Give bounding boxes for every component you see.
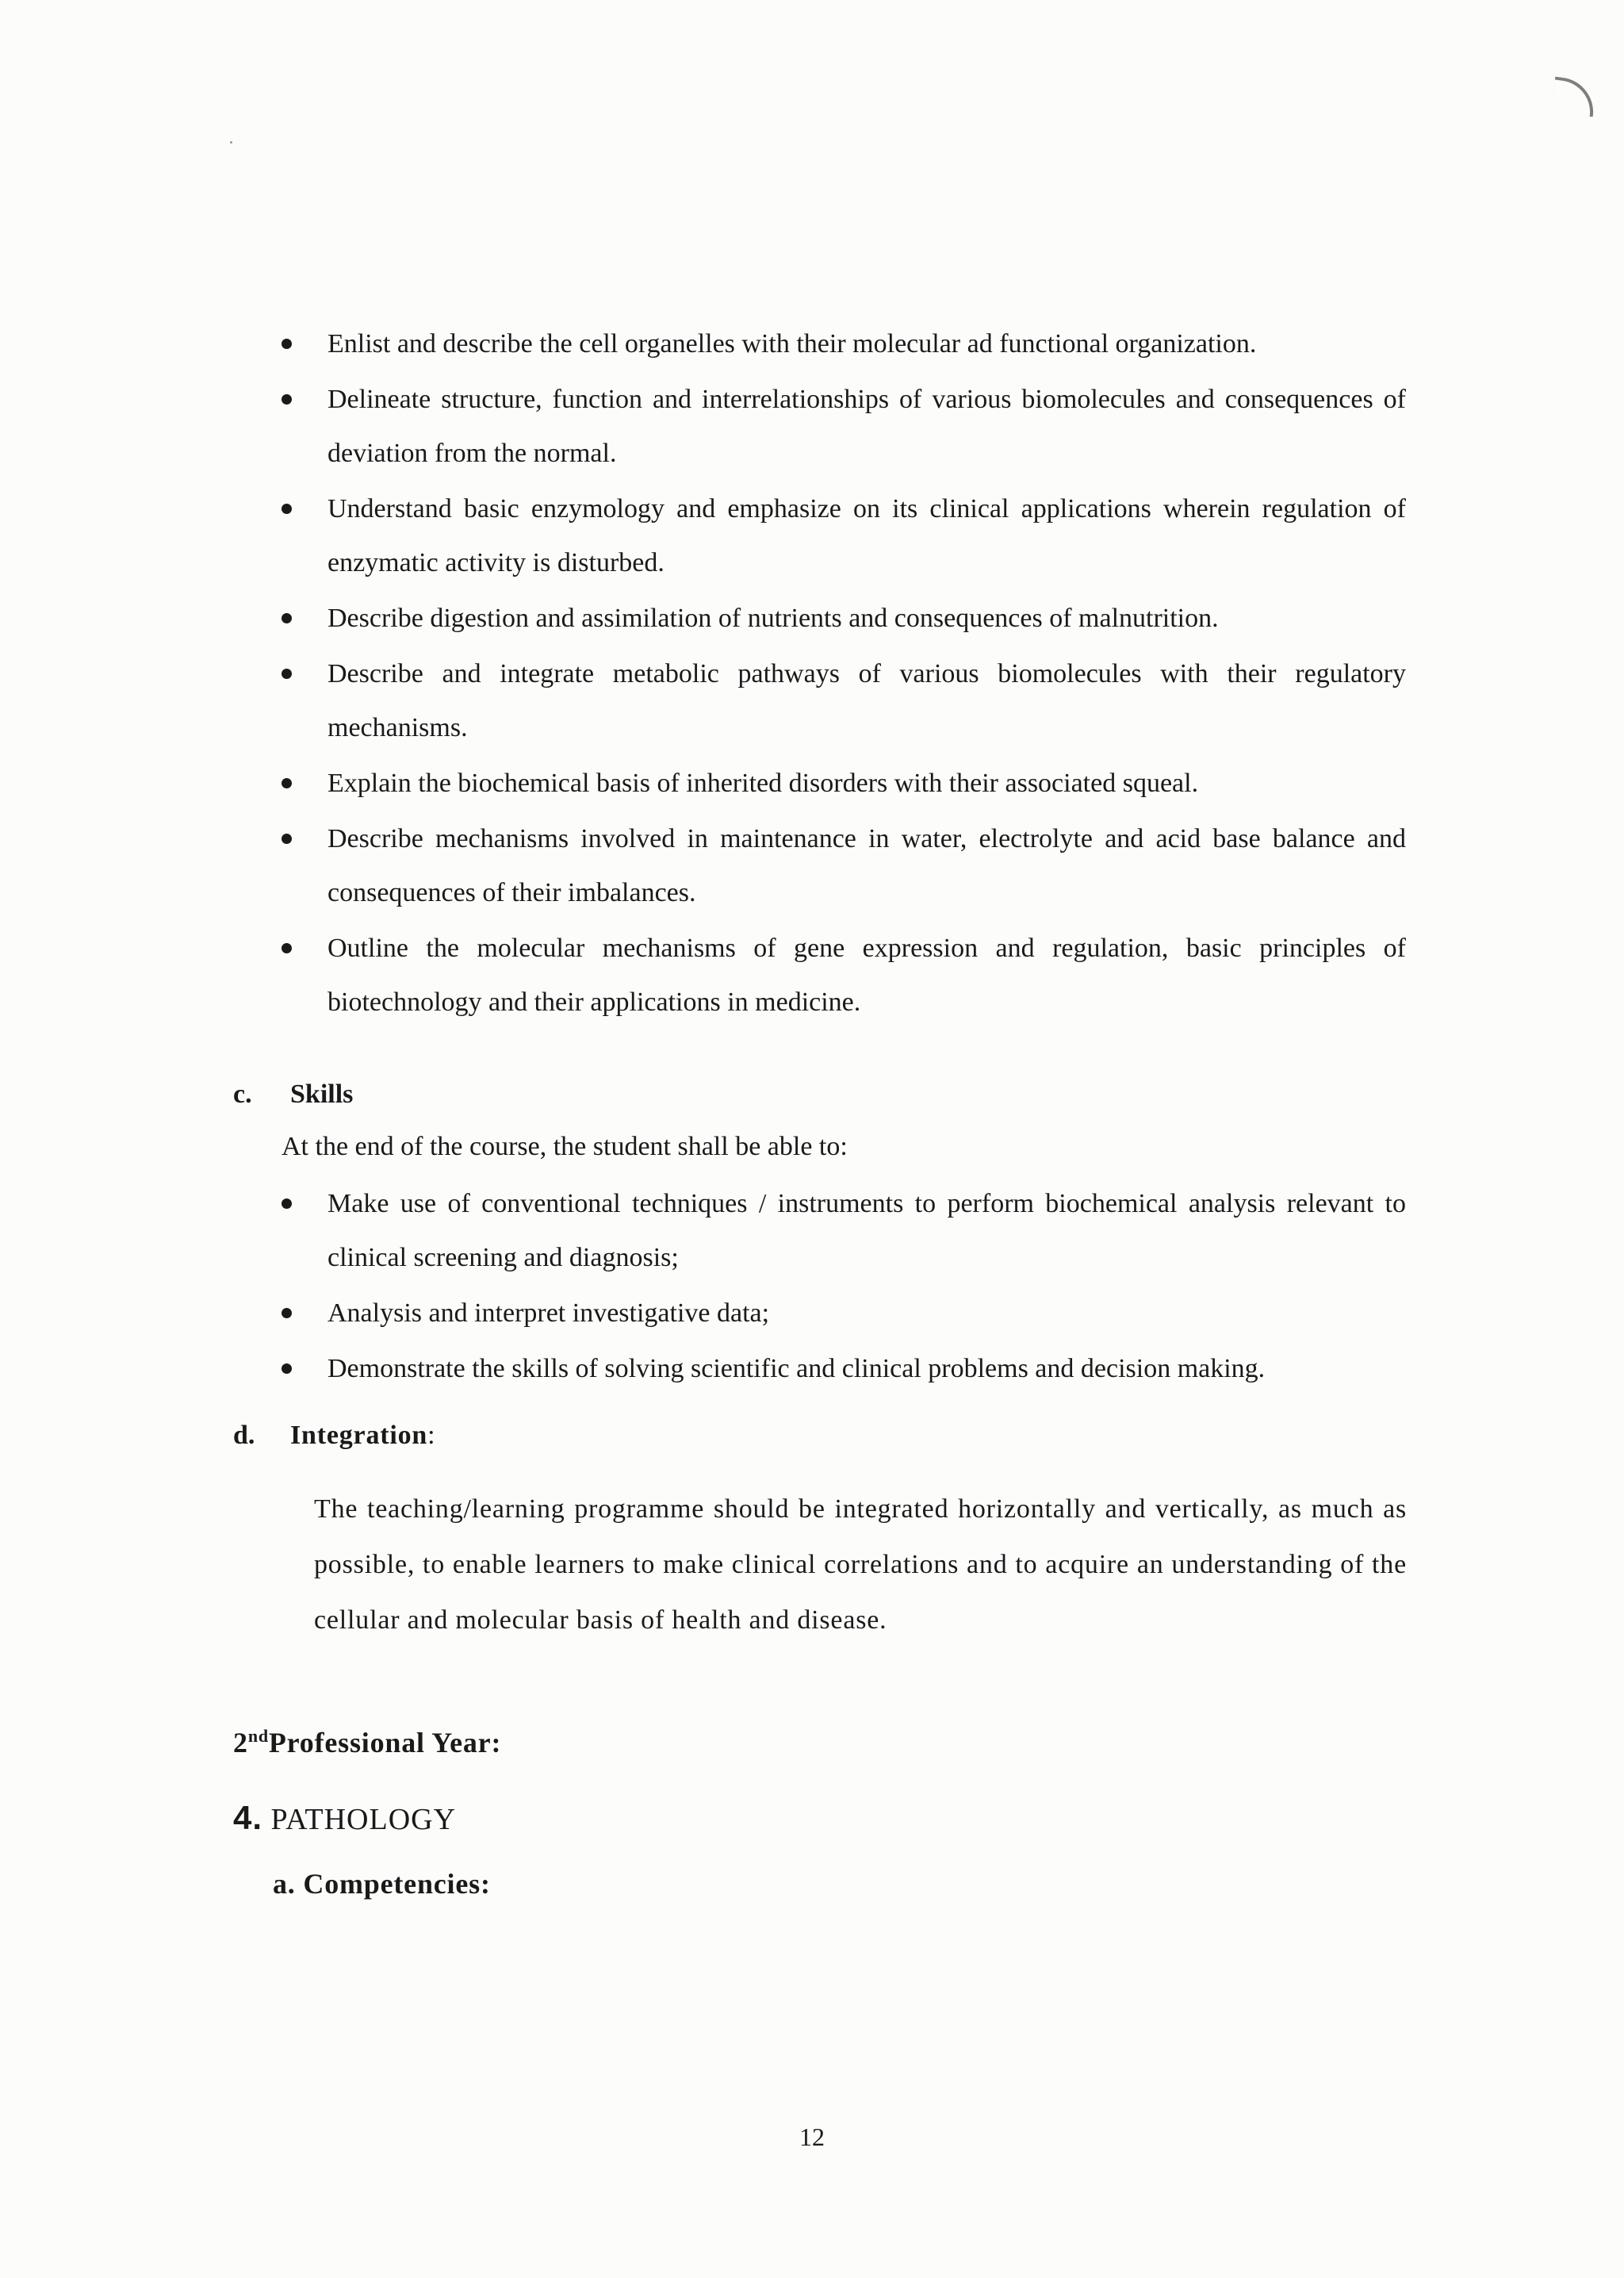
list-item (282, 592, 1406, 646)
page-number: 12 (799, 2123, 825, 2151)
list-item (282, 373, 1406, 481)
bullet-icon (282, 1308, 292, 1318)
section-title: PATHOLOGY (270, 1803, 457, 1836)
professional-year-heading (233, 1726, 501, 1759)
list-item (282, 812, 1406, 920)
bullet-icon (282, 339, 292, 349)
integration-heading (233, 1418, 435, 1453)
integration-heading-colon: : (427, 1421, 435, 1450)
list-item-text: Understand basic enzymology and emphasize on its clinical applications wherein regulation of enzymatic activity is disturbed. (327, 494, 1406, 577)
bullet-icon (282, 613, 292, 623)
subsection-heading: a. Competencies: (273, 1868, 491, 1900)
skills-heading-title: Skills (290, 1080, 354, 1109)
list-item-text: Describe mechanisms involved in maintenance in water, electrolyte and acid base balance and consequences of their imbalances. (327, 824, 1406, 907)
skills-heading (233, 1077, 353, 1112)
list-item (282, 1287, 1406, 1340)
bullet-icon (282, 778, 292, 788)
list-item-text: Make use of conventional techniques / instruments to perform biochemical analysis relevant to clinical screening and diagnosis; (327, 1189, 1406, 1272)
section-heading (233, 1799, 456, 1837)
list-item-text: Describe digestion and assimilation of nutrients and consequences of malnutrition. (327, 604, 1219, 633)
list-item-text: Describe and integrate metabolic pathways of various biomolecules with their regulatory mechanisms. (327, 659, 1406, 742)
bullet-icon (282, 1363, 292, 1374)
bullet-icon (282, 504, 292, 514)
integration-heading-letter: d. (233, 1421, 255, 1450)
bullet-icon (282, 943, 292, 953)
section-number: 4. (233, 1799, 263, 1836)
skills-heading-letter: c. (233, 1080, 252, 1109)
list-item (282, 757, 1406, 811)
integration-paragraph: The teaching/learning programme should be integrated horizontally and vertically, as much as possible, to enable learners to make clinical correlations and to acquire an understanding of the cellular and molecular basis of health and disease. (314, 1494, 1407, 1635)
professional-year-label: Professional Year: (268, 1727, 502, 1758)
skills-list (282, 1177, 1406, 1398)
professional-year-suffix: nd (247, 1726, 269, 1746)
objectives-list (282, 317, 1406, 1031)
list-item-text: Analysis and interpret investigative data; (327, 1298, 770, 1328)
skills-intro: At the end of the course, the student shall be able to: (282, 1132, 848, 1161)
scan-corner-mark (1550, 76, 1598, 117)
bullet-icon (282, 669, 292, 679)
list-item-text: Explain the biochemical basis of inherited disorders with their associated squeal. (327, 769, 1199, 798)
professional-year-ordinal: 2 (233, 1727, 248, 1758)
integration-heading-title: Integration (290, 1421, 428, 1450)
list-item (282, 647, 1406, 755)
bullet-icon (282, 1198, 292, 1209)
list-item (282, 482, 1406, 590)
list-item-text: Delineate structure, function and interrelationships of various biomolecules and consequences of deviation from the normal. (327, 385, 1406, 468)
bullet-icon (282, 394, 292, 405)
scan-speck (230, 141, 232, 144)
list-item (282, 1342, 1406, 1396)
list-item (282, 1177, 1406, 1285)
list-item-text: Demonstrate the skills of solving scientific and clinical problems and decision making. (327, 1354, 1266, 1383)
list-item (282, 317, 1406, 371)
list-item (282, 922, 1406, 1030)
list-item-text: Enlist and describe the cell organelles with their molecular ad functional organization. (327, 329, 1257, 359)
list-item-text: Outline the molecular mechanisms of gene expression and regulation, basic principles of biotechnology and their applications in medicine. (327, 934, 1406, 1017)
bullet-icon (282, 834, 292, 844)
